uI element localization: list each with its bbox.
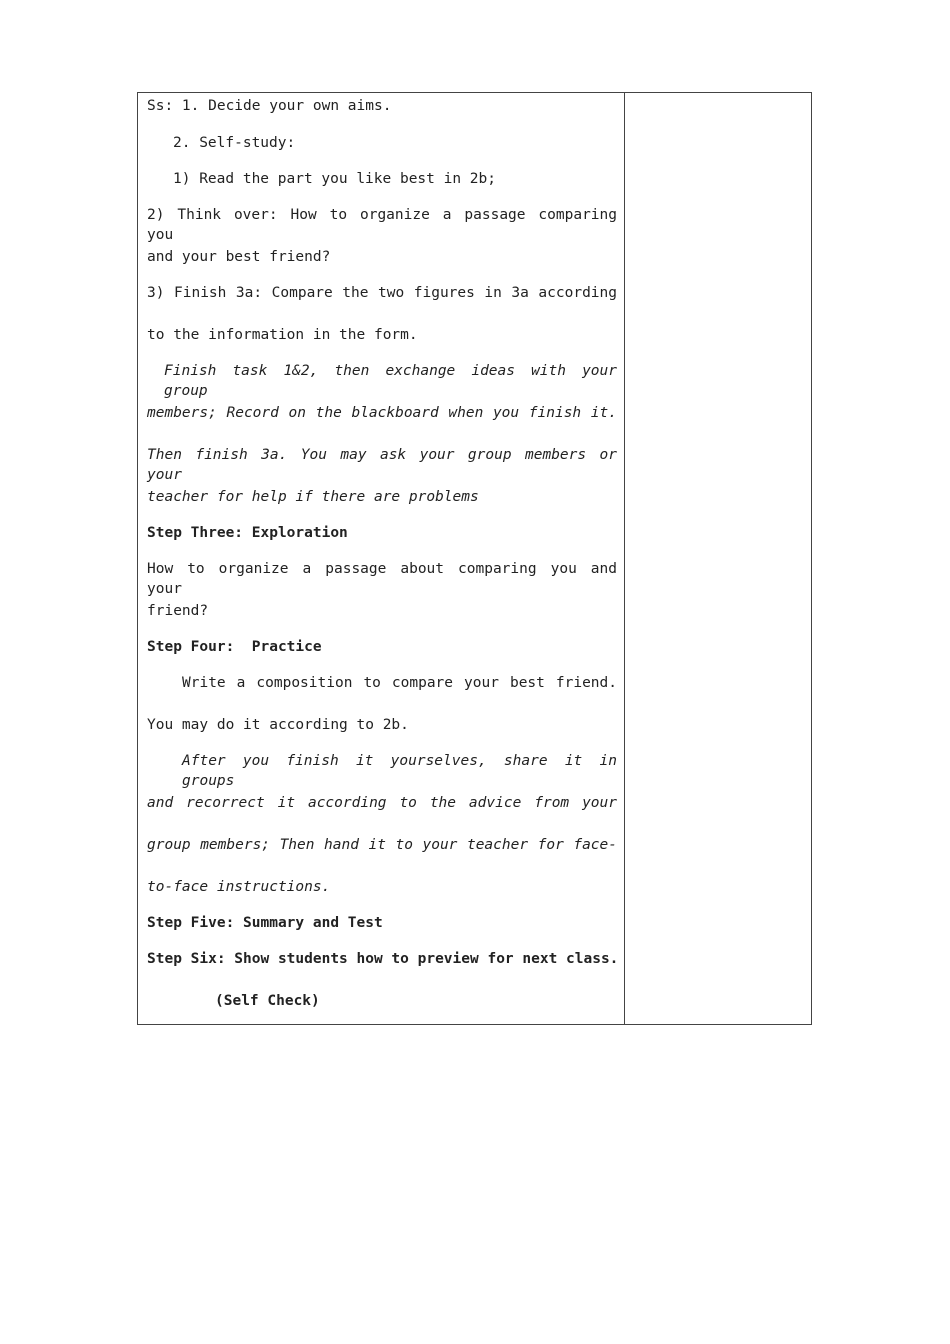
section-heading: Step Four: Practice bbox=[147, 639, 322, 655]
text-line: teacher for help if there are problems bbox=[147, 489, 479, 505]
lesson-table bbox=[137, 92, 812, 1025]
text-line: 2. Self-study: bbox=[173, 135, 296, 151]
text-line: 1) Read the part you like best in 2b; bbox=[173, 171, 497, 187]
text-line: 3) Finish 3a: Compare the two figures in 3a according bbox=[147, 285, 617, 301]
notes-cell bbox=[625, 93, 812, 1024]
text-line: (Self Check) bbox=[215, 993, 320, 1009]
text-line: After you finish it yourselves, share it in groups bbox=[182, 753, 617, 789]
text-line: to the information in the form. bbox=[147, 327, 418, 343]
text-line: to-face instructions. bbox=[147, 879, 331, 895]
section-heading: Step Six: Show students how to preview for next class. bbox=[147, 951, 619, 967]
section-heading: Step Three: Exploration bbox=[147, 525, 348, 541]
text-line: Write a composition to compare your best friend. bbox=[182, 675, 617, 691]
text-line: Ss: 1. Decide your own aims. bbox=[147, 98, 392, 114]
text-line: Then finish 3a. You may ask your group members or your bbox=[147, 447, 617, 483]
text-line: and recorrect it according to the advice from your bbox=[147, 795, 617, 811]
text-line: group members; Then hand it to your teacher for face- bbox=[147, 837, 617, 853]
section-heading: Step Five: Summary and Test bbox=[147, 915, 383, 931]
text-line: How to organize a passage about comparing you and your bbox=[147, 561, 617, 597]
text-line: Finish task 1&2, then exchange ideas with your group bbox=[164, 363, 617, 399]
text-line: friend? bbox=[147, 603, 209, 619]
text-line: You may do it according to 2b. bbox=[147, 717, 409, 733]
text-line: 2) Think over: How to organize a passage comparing you bbox=[147, 207, 617, 243]
text-line: and your best friend? bbox=[147, 249, 331, 265]
text-line: members; Record on the blackboard when you finish it. bbox=[147, 405, 617, 421]
